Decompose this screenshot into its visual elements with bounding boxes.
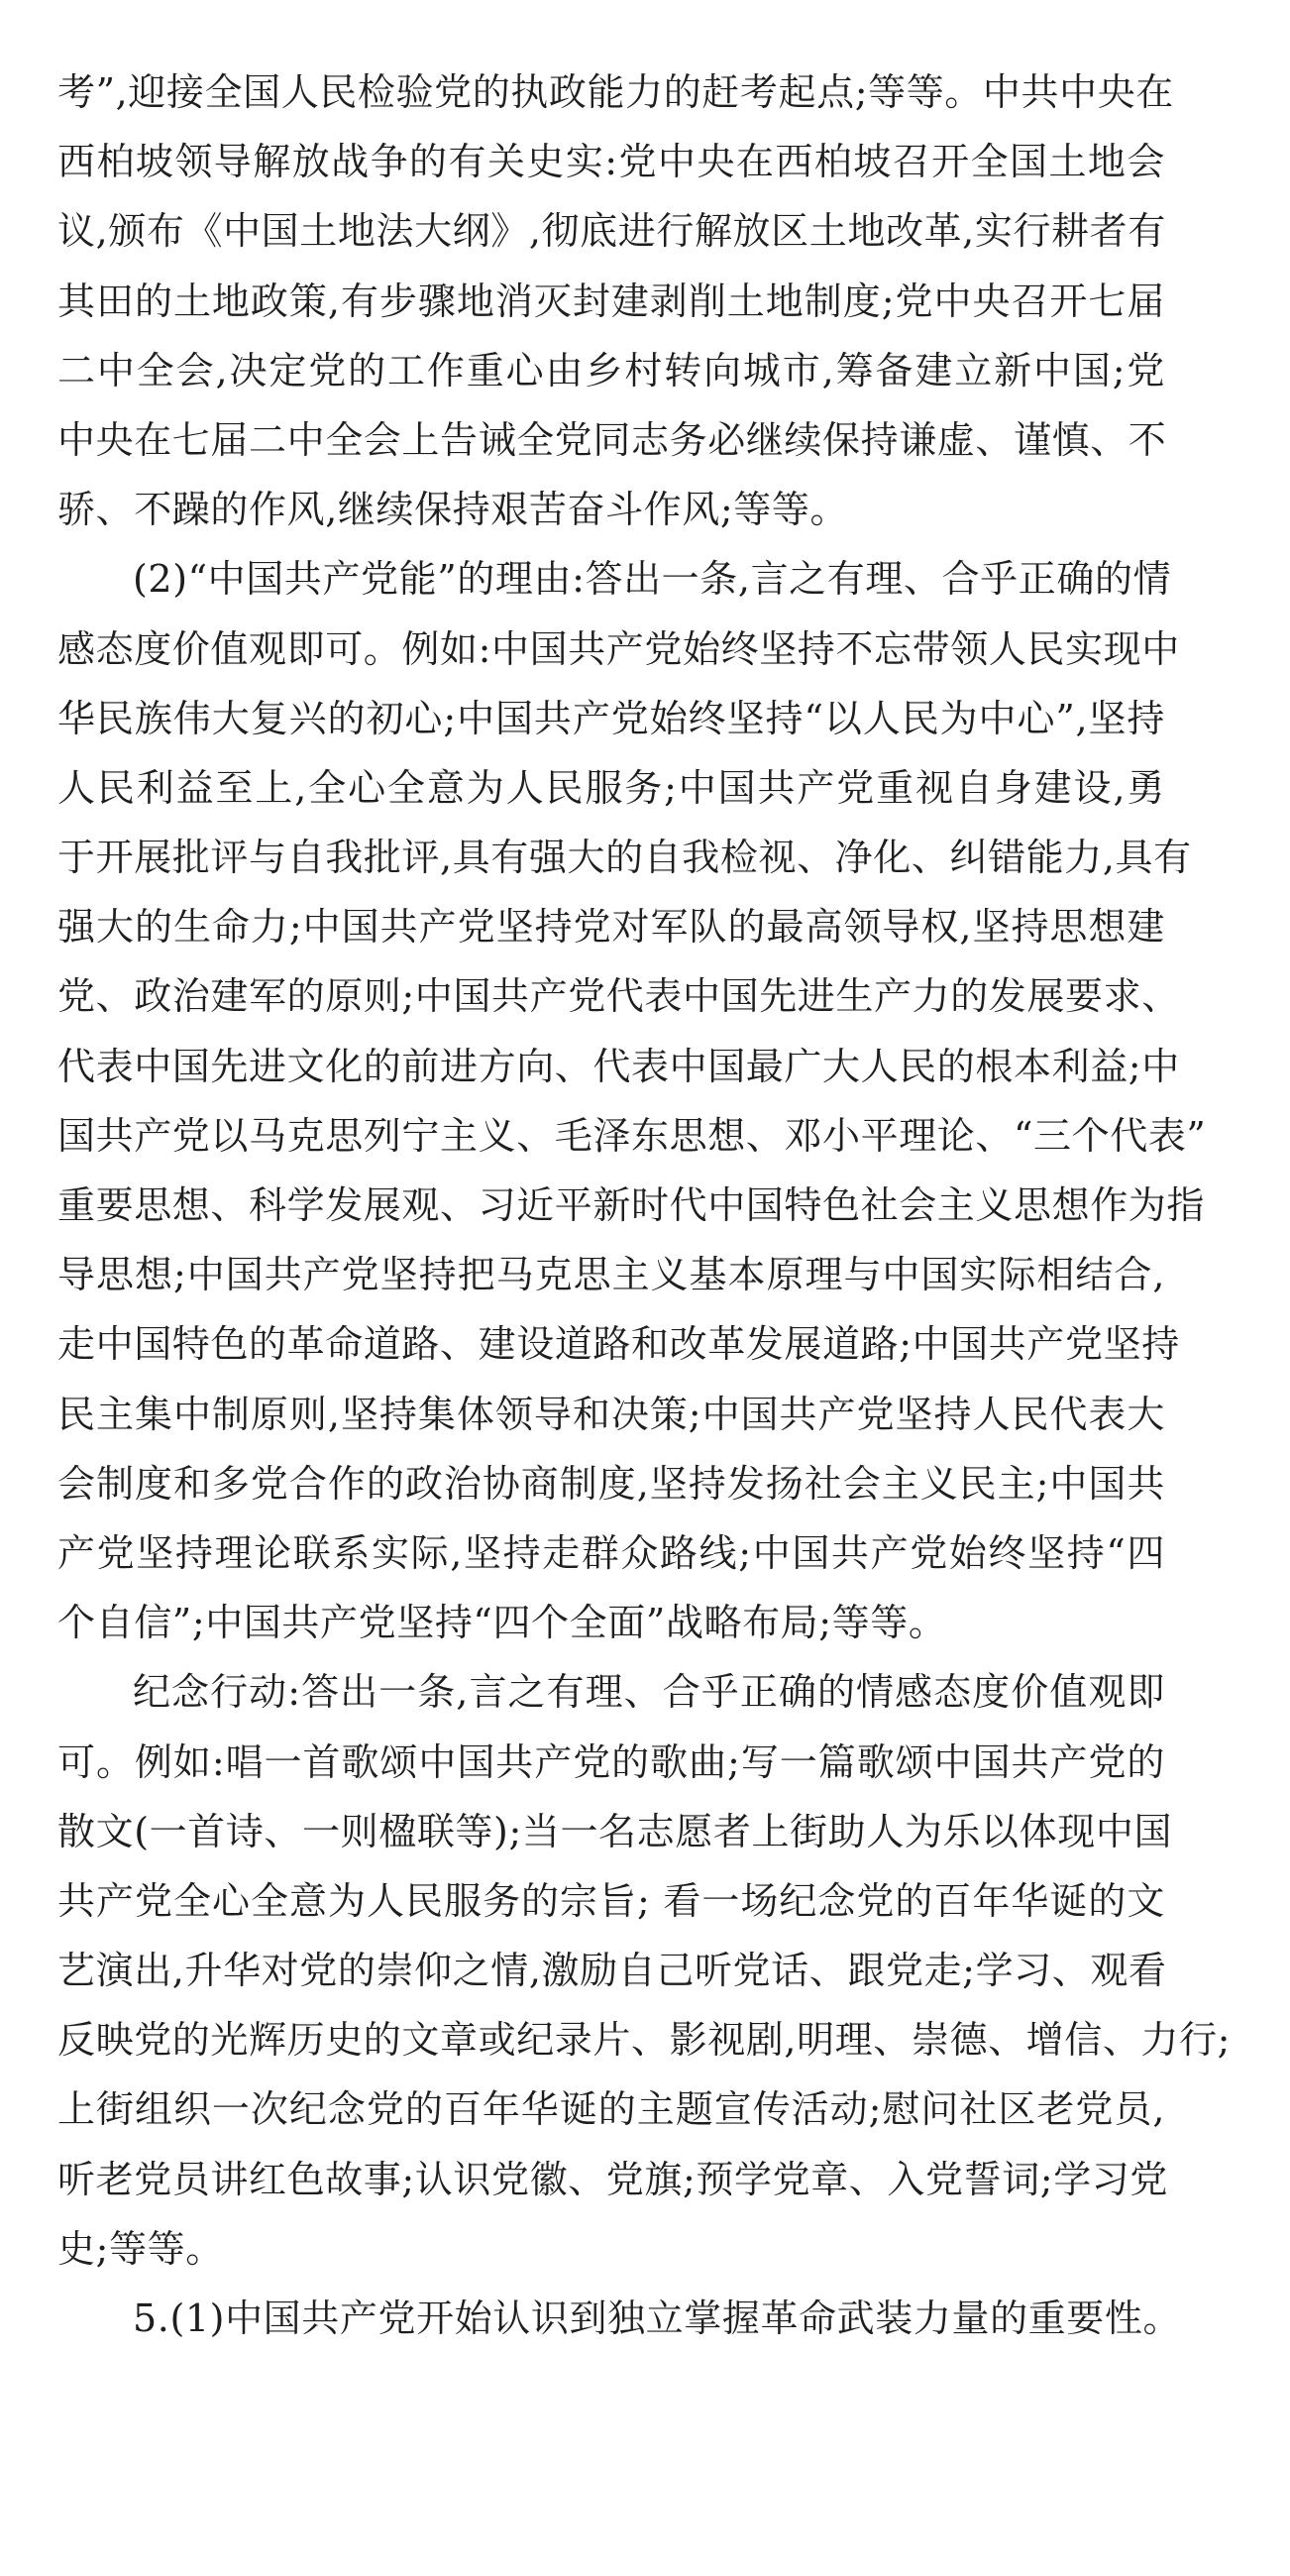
text-line: 感态度价值观即可。例如:中国共产党始终坚持不忘带领人民实现中	[57, 626, 1180, 671]
text-line: 共产党全心全意为人民服务的宗旨; 看一场纪念党的百年华诞的文	[57, 1878, 1165, 1923]
text-line: 反映党的光辉历史的文章或纪录片、影视剧,明理、崇德、增信、力行;	[57, 2018, 1232, 2063]
text-line: 骄、不躁的作风,继续保持艰苦奋斗作风;等等。	[57, 488, 849, 532]
text-line: 二中全会,决定党的工作重心由乡村转向城市,筹备建立新中国;党	[57, 348, 1165, 392]
text-line: 可。例如:唱一首歌颂中国共产党的歌曲;写一篇歌颂中国共产党的	[57, 1739, 1165, 1784]
text-line: 产党坚持理论联系实际,坚持走群众路线;中国共产党始终坚持“四	[57, 1530, 1165, 1575]
text-line: 纪念行动:答出一条,言之有理、合乎正确的情感态度价值观即	[133, 1670, 1165, 1715]
text-line: 西柏坡领导解放战争的有关史实:党中央在西柏坡召开全国土地会	[57, 140, 1165, 184]
text-line: 其田的土地政策,有步骤地消灭封建剥削土地制度;党中央召开七届	[57, 279, 1165, 323]
text-line: 艺演出,升华对党的崇仰之情,激励自己听党话、跟党走;学习、观看	[57, 1949, 1167, 1993]
text-line: 国共产党以马克思列宁主义、毛泽东思想、邓小平理论、“三个代表”	[57, 1113, 1207, 1158]
text-line: 代表中国先进文化的前进方向、代表中国最广大人民的根本利益;中	[57, 1044, 1180, 1088]
text-line: 于开展批评与自我批评,具有强大的自我检视、净化、纠错能力,具有	[57, 836, 1192, 880]
text-line: 5.(1)中国共产党开始认识到独立掌握革命武装力量的重要性。	[133, 2296, 1182, 2340]
paragraph-xibaipo-history	[57, 57, 1174, 544]
text-line: 听老党员讲红色故事;认识党徽、党旗;预学党章、入党誓词;学习党	[57, 2157, 1169, 2201]
text-line: 议,颁布《中国土地法大纲》,彻底进行解放区土地改革,实行耕者有	[57, 209, 1166, 254]
text-line: 史;等等。	[57, 2226, 224, 2271]
text-line: 民主集中制原则,坚持集体领导和决策;中国共产党坚持人民代表大	[57, 1392, 1165, 1436]
text-line: 党、政治建军的原则;中国共产党代表中国先进生产力的发展要求、	[57, 974, 1180, 1019]
text-line: 中央在七届二中全会上告诫全党同志务必继续保持谦虚、谨慎、不	[57, 417, 1167, 462]
text-line: 人民利益至上,全心全意为人民服务;中国共产党重视自身建设,勇	[57, 765, 1165, 810]
text-line: 个自信”;中国共产党坚持“四个全面”战略布局;等等。	[57, 1601, 947, 1645]
paragraph-commemoration-actions	[57, 1657, 1232, 2284]
text-line: (2)“中国共产党能”的理由:答出一条,言之有理、合乎正确的情	[133, 557, 1172, 602]
text-line: 走中国特色的革命道路、建设道路和改革发展道路;中国共产党坚持	[57, 1322, 1180, 1367]
text-line: 重要思想、科学发展观、习近平新时代中国特色社会主义思想作为指	[57, 1183, 1206, 1227]
answer-text-body	[57, 57, 1232, 2353]
text-line: 导思想;中国共产党坚持把马克思主义基本原理与中国实际相结合,	[57, 1253, 1165, 1297]
text-line: 考”,迎接全国人民检验党的执政能力的赶考起点;等等。中共中央在	[57, 70, 1174, 114]
paragraph-party-reasons	[57, 544, 1207, 1657]
paragraph-question-5	[57, 2284, 1182, 2353]
text-line: 会制度和多党合作的政治协商制度,坚持发扬社会主义民主;中国共	[57, 1461, 1165, 1506]
text-line: 散文(一首诗、一则楹联等);当一名志愿者上街助人为乐以体现中国	[57, 1809, 1173, 1853]
text-line: 华民族伟大复兴的初心;中国共产党始终坚持“以人民为中心”,坚持	[57, 696, 1165, 740]
text-line: 上街组织一次纪念党的百年华诞的主题宣传活动;慰问社区老党员,	[57, 2087, 1165, 2132]
text-line: 强大的生命力;中国共产党坚持党对军队的最高领导权,坚持思想建	[57, 905, 1165, 950]
